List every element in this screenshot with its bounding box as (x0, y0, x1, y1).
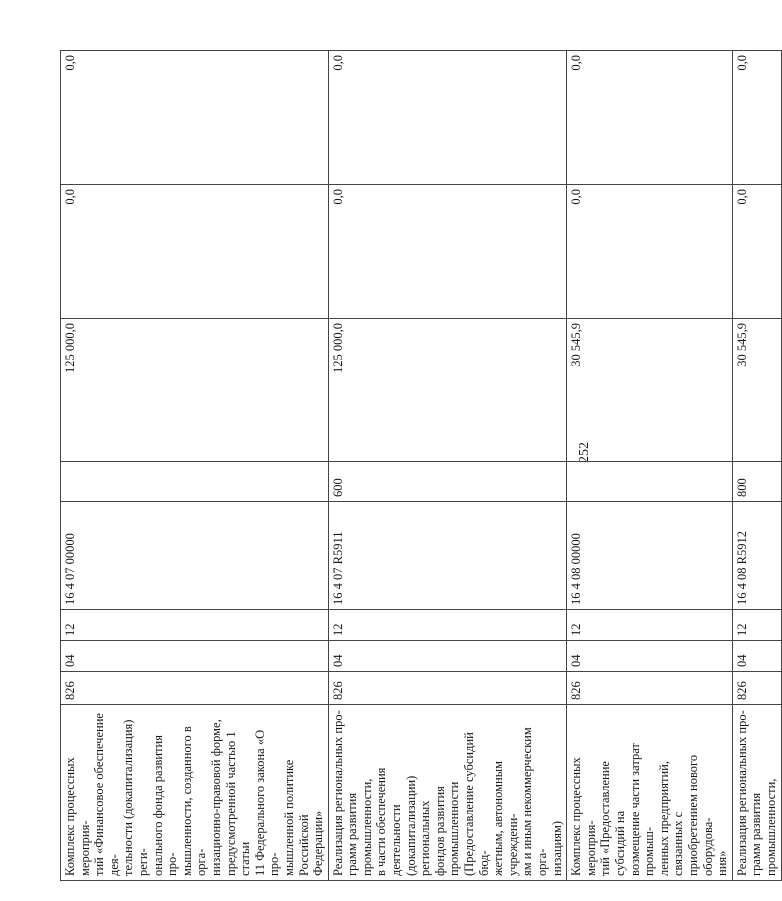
cell-expense-type (61, 462, 329, 502)
cell-subsection: 12 (732, 610, 781, 641)
cell-sum-1: 125 000,0 (61, 319, 329, 462)
cell-sum-3: 0,0 (567, 51, 733, 185)
cell-target-article: 16 4 07 00000 (61, 502, 329, 610)
cell-target-article: 16 4 08 00000 (567, 502, 733, 610)
cell-description: Комплекс процессных мероприя- тий «Предоставление субсидий на возмещение части затрат промыш- ленных предприятий, связанных с приобретением нового оборудова- ния» (567, 705, 733, 881)
cell-expense-type: 800 (732, 462, 781, 502)
cell-target-article: 16 4 07 R5911 (328, 502, 567, 610)
cell-sum-1: 125 000,0 (328, 319, 567, 462)
cell-sum-2: 0,0 (61, 185, 329, 319)
cell-sum-3: 0,0 (732, 51, 781, 185)
cell-sum-1: 30 545,9 (732, 319, 781, 462)
cell-subsection: 12 (61, 610, 329, 641)
cell-ministry: 826 (328, 672, 567, 705)
cell-expense-type (567, 462, 733, 502)
cell-description: Реализация региональных про- грамм развития промышленности, (732, 705, 781, 881)
cell-sum-2: 0,0 (732, 185, 781, 319)
cell-sum-3: 0,0 (328, 51, 567, 185)
cell-sum-3: 0,0 (61, 51, 329, 185)
cell-section: 04 (61, 641, 329, 672)
cell-section: 04 (328, 641, 567, 672)
cell-subsection: 12 (328, 610, 567, 641)
table-row (732, 51, 781, 881)
cell-sum-2: 0,0 (567, 185, 733, 319)
cell-sum-2: 0,0 (328, 185, 567, 319)
cell-ministry: 826 (732, 672, 781, 705)
cell-ministry: 826 (567, 672, 733, 705)
cell-sum-1: 30 545,9 (567, 319, 733, 462)
table-row (328, 51, 567, 881)
cell-description: Реализация региональных про- грамм развития промышленности, в части обеспечения деятельности (докапитализации) региональных фондов развития промышленности (Предоставление субсидий бюд- жетным, автономным учреждени- ям и иным некоммерческим орга- низациям) (328, 705, 567, 881)
cell-target-article: 16 4 08 R5912 (732, 502, 781, 610)
cell-description: Комплекс процессных мероприя- тий «Финансовое обеспечение дея- тельности (докапитализация) реги- онального фонда развития про- мышленности, созданного в орга- низационно-правовой форме, предусмотренной частью 1 статьи 11 Федерального закона «О про- мышленной политике Российской Федерации» (61, 705, 329, 881)
budget-table (60, 50, 782, 881)
cell-section: 04 (732, 641, 781, 672)
cell-section: 04 (567, 641, 733, 672)
cell-subsection: 12 (567, 610, 733, 641)
cell-ministry: 826 (61, 672, 329, 705)
table-row (567, 51, 733, 881)
page-number: 252 (577, 442, 592, 463)
table-row (61, 51, 329, 881)
cell-expense-type: 600 (328, 462, 567, 502)
